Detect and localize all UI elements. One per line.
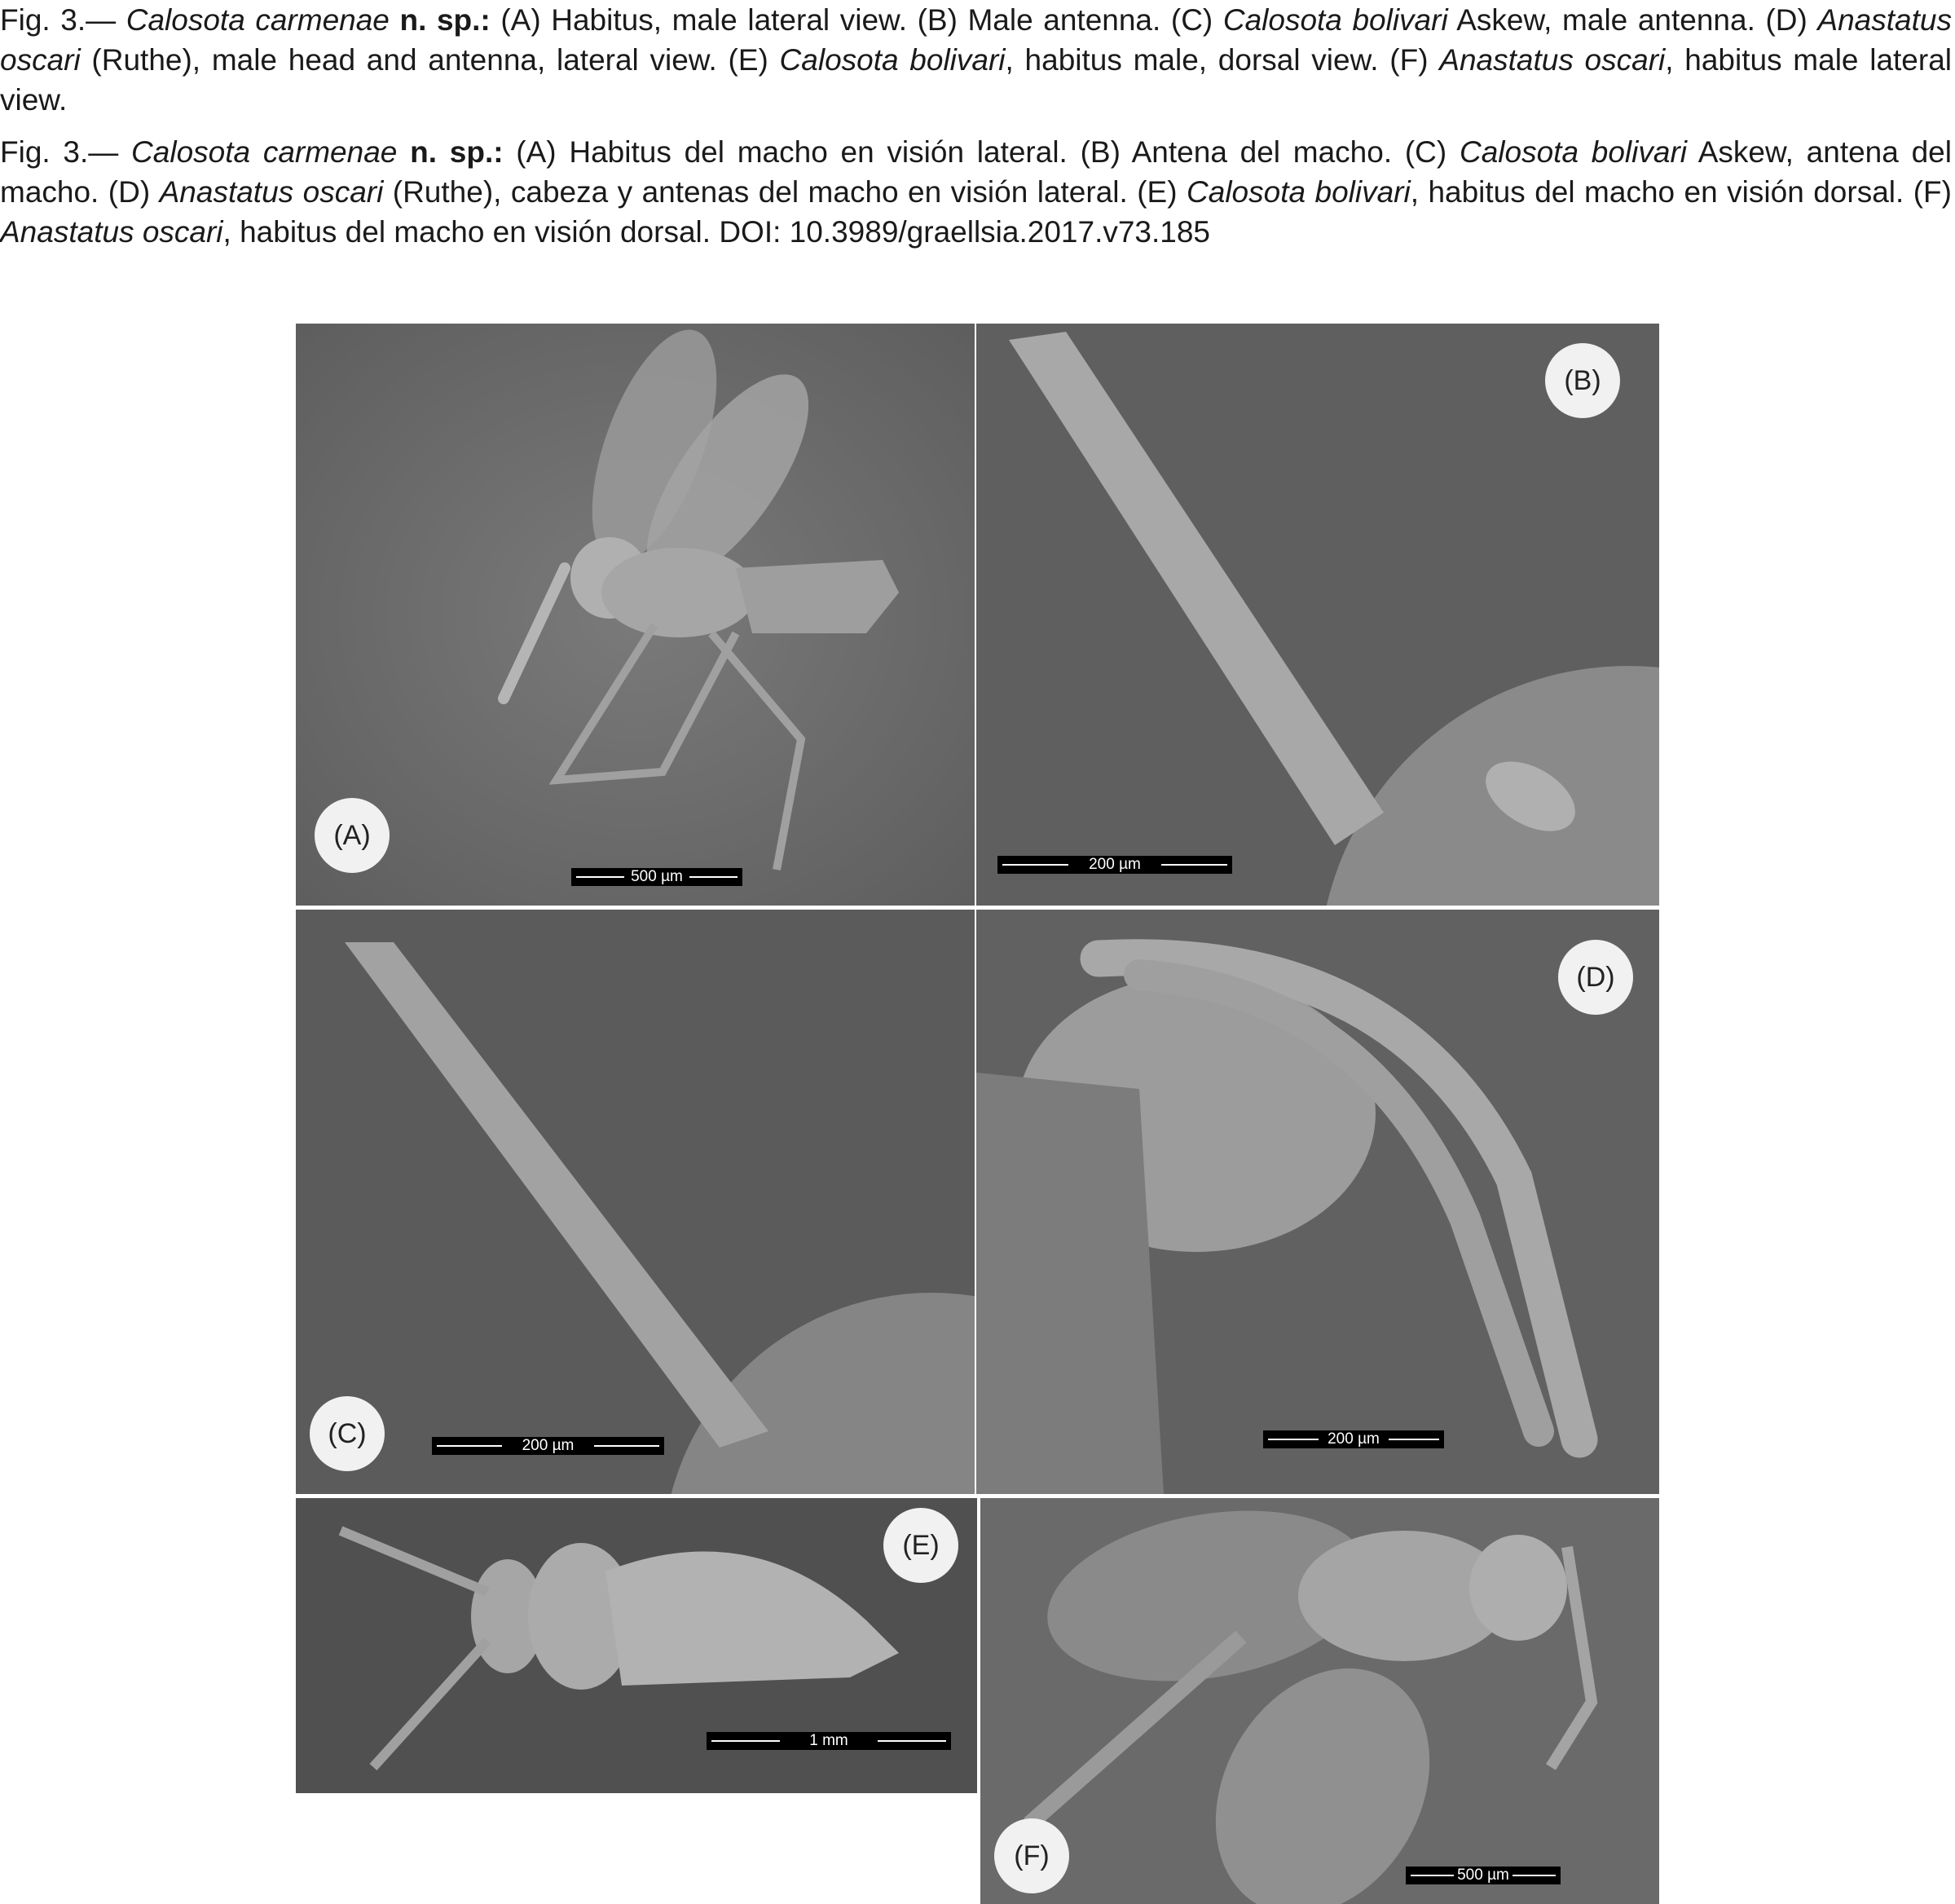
scale-bar-e: 1 mm — [707, 1732, 951, 1750]
figure-panel-d — [976, 910, 1659, 1494]
caption-spanish: Fig. 3.— Calosota carmenae n. sp.: (A) Habitus del macho en visión lateral. (B) Antena del macho. (C) Calosota bolivari Askew, antena del macho. (D) Anastatus oscari (Ruthe), cabeza y antenas del macho en visión lateral. (E) Calosota bolivari, habitus del macho en visión dorsal. (F) Anastatus oscari, habitus del macho en visión dorsal. DOI: 10.3989/graellsia.2017.v73.185 — [0, 135, 1952, 249]
sem-image-antenna — [296, 910, 975, 1494]
panel-label-a: (A) — [315, 798, 390, 873]
sem-image-antenna — [976, 324, 1659, 906]
panel-label-c: (C) — [310, 1396, 385, 1471]
panel-label-f: (F) — [994, 1818, 1069, 1893]
scale-bar-b: 200 µm — [997, 856, 1232, 874]
figure-panel-e — [296, 1498, 977, 1793]
figure-panel-f — [980, 1498, 1659, 1904]
panel-label-d: (D) — [1558, 940, 1633, 1015]
sem-image-head-antenna — [976, 910, 1659, 1494]
panel-label-e: (E) — [883, 1508, 958, 1583]
scale-bar-a: 500 µm — [571, 868, 742, 886]
caption-english: Fig. 3.— Calosota carmenae n. sp.: (A) Habitus, male lateral view. (B) Male antenna. (C) Calosota bolivari Askew, male antenna. (D) Anastatus oscari (Ruthe), male head and antenna, lateral view. (E) Calosota bolivari, habitus male, dorsal view. (F) Anastatus oscari, habitus male lateral view. — [0, 3, 1953, 117]
sem-image-habitus-lateral — [296, 324, 975, 906]
scale-bar-d: 200 µm — [1263, 1430, 1444, 1448]
new-species-marker: n. sp.: — [389, 3, 491, 37]
species-name: Calosota carmenae — [125, 3, 390, 37]
figure-panel-c — [296, 910, 975, 1494]
figure-panel-b — [976, 324, 1659, 906]
scale-bar-c: 200 µm — [432, 1437, 664, 1455]
scale-bar-f: 500 µm — [1406, 1867, 1561, 1884]
panel-label-b: (B) — [1545, 343, 1620, 418]
sem-image-habitus — [980, 1498, 1659, 1904]
figure-panel-a — [296, 324, 975, 906]
